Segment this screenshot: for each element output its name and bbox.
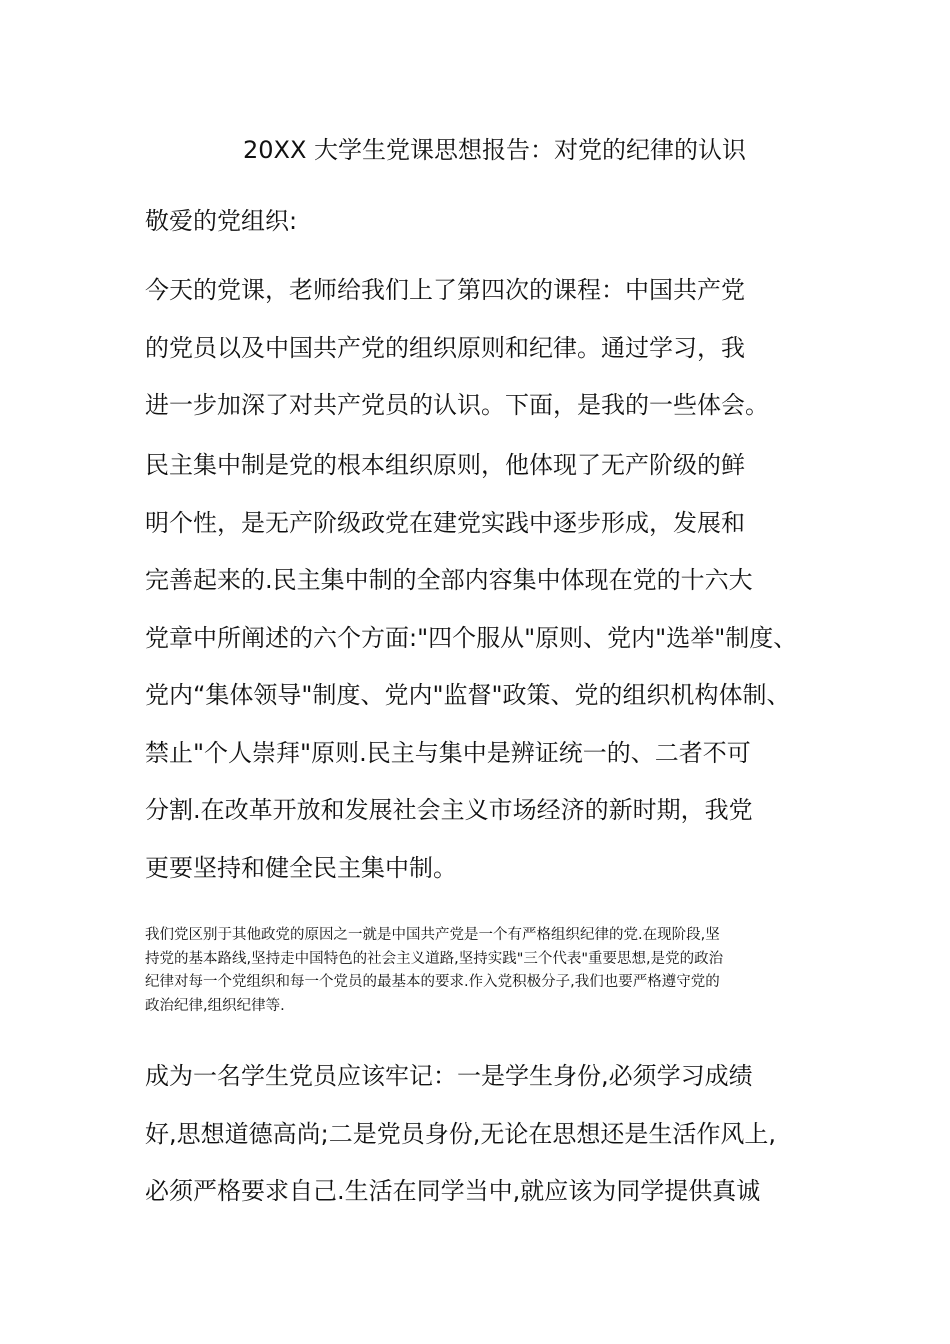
- paragraph-1: [145, 262, 835, 435]
- paragraph-4: [145, 1048, 835, 1221]
- paragraph-2: [145, 437, 835, 897]
- paragraph-line: 禁止"个人崇拜"原则.民主与集中是辨证统一的、二者不可: [145, 738, 751, 767]
- paragraph-line: 纪律对每一个党组织和每一个党员的最基本的要求.作入党积极分子,我们也要严格遵守党的: [145, 974, 720, 990]
- paragraph-line: 的党员以及中国共产党的组织原则和纪律。通过学习，我: [145, 333, 745, 362]
- paragraph-line: 持党的基本路线,坚持走中国特色的社会主义道路,坚持实践"三个代表"重要思想,是党的政治: [145, 950, 724, 967]
- paragraph-line: 党章中所阐述的六个方面:"四个服从"原则、党内"选举"制度、: [145, 623, 798, 652]
- document-title: 20XX 大学生党课思想报告：对党的纪律的认识: [243, 136, 747, 164]
- paragraph-line: 更要坚持和健全民主集中制。: [145, 853, 457, 882]
- paragraph-line: 必须严格要求自己.生活在同学当中,就应该为同学提供真诚: [145, 1177, 761, 1205]
- salutation: 敬爱的党组织:: [145, 207, 298, 235]
- paragraph-line: 党内“集体领导"制度、党内"监督"政策、党的组织机构体制、: [145, 681, 791, 709]
- paragraph-line: 今天的党课，老师给我们上了第四次的课程：中国共产党: [145, 276, 745, 304]
- paragraph-3: [145, 924, 835, 1018]
- paragraph-line: 进一步加深了对共产党员的认识。下面，是我的一些体会。: [145, 391, 769, 419]
- paragraph-line: 明个性，是无产阶级政党在建党实践中逐步形成，发展和: [145, 508, 745, 537]
- paragraph-line: 政治纪律,组织纪律等.: [145, 997, 285, 1014]
- paragraph-line: 完善起来的.民主集中制的全部内容集中体现在党的十六大: [145, 566, 753, 594]
- paragraph-line: 分割.在改革开放和发展社会主义市场经济的新时期，我党: [145, 796, 753, 824]
- paragraph-line: 成为一名学生党员应该牢记：一是学生身份,必须学习成绩: [145, 1062, 753, 1090]
- paragraph-line: 民主集中制是党的根本组织原则，他体现了无产阶级的鲜: [145, 451, 745, 479]
- paragraph-line: 好,思想道德高尚;二是党员身份,无论在思想还是生活作风上,: [145, 1119, 776, 1148]
- paragraph-line: 我们党区别于其他政党的原因之一就是中国共产党是一个有严格组织纪律的党.在现阶段,坚: [145, 927, 720, 943]
